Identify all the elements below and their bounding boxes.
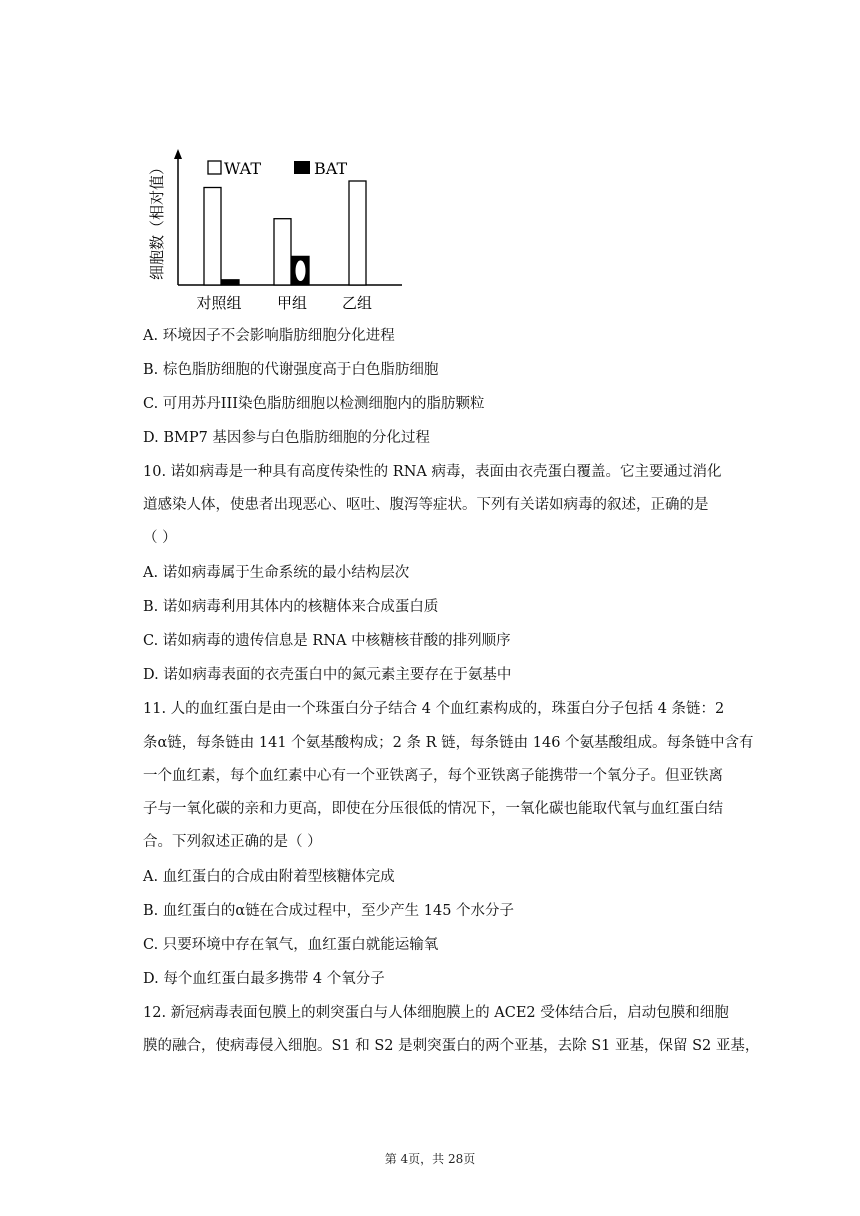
q10-option-c: C. 诺如病毒的遗传信息是 RNA 中核糖核苷酸的排列顺序 bbox=[143, 633, 511, 649]
legend-bat-swatch bbox=[294, 161, 310, 174]
q11-stem-line-5: 合。下列叙述正确的是（ ） bbox=[143, 834, 322, 850]
chart-y-axis-arrow bbox=[174, 149, 182, 159]
q9-option-a: A. 环境因子不会影响脂肪细胞分化进程 bbox=[143, 328, 395, 344]
q12-stem-line-1: 12. 新冠病毒表面包膜上的刺突蛋白与人体细胞膜上的 ACE2 受体结合后，启动包膜和细胞 bbox=[143, 1005, 729, 1021]
legend-wat-swatch bbox=[208, 161, 221, 174]
bar-bat-control bbox=[222, 280, 239, 285]
q10-option-b: B. 诺如病毒利用其体内的核糖体来合成蛋白质 bbox=[143, 599, 439, 615]
q11-stem-line-4: 子与一氧化碳的亲和力更高，即使在分压很低的情况下，一氧化碳也能取代氧与血红蛋白结 bbox=[143, 801, 723, 817]
legend-bat-label: BAT bbox=[314, 159, 348, 178]
q9-option-c: C. 可用苏丹III染色脂肪细胞以检测细胞内的脂肪颗粒 bbox=[143, 396, 485, 412]
x-tick-yi: 乙组 bbox=[341, 294, 373, 312]
q9-option-d: D. BMP7 基因参与白色脂肪细胞的分化过程 bbox=[143, 430, 430, 446]
bar-wat-yi bbox=[349, 181, 366, 285]
cell-count-bar-chart bbox=[140, 145, 410, 315]
q10-option-d: D. 诺如病毒表面的衣壳蛋白中的氮元素主要存在于氨基中 bbox=[143, 667, 512, 683]
q10-stem-line-1: 10. 诺如病毒是一种具有高度传染性的 RNA 病毒，表面由衣壳蛋白覆盖。它主要通过消化 bbox=[143, 464, 722, 480]
q11-option-a: A. 血红蛋白的合成由附着型核糖体完成 bbox=[143, 869, 395, 885]
bar-highlight-ellipse bbox=[296, 260, 306, 281]
bar-wat-jia bbox=[274, 219, 291, 285]
q10-option-a: A. 诺如病毒属于生命系统的最小结构层次 bbox=[143, 565, 410, 581]
bar-wat-control bbox=[204, 188, 221, 286]
x-tick-jia: 甲组 bbox=[276, 294, 308, 312]
q9-option-b: B. 棕色脂肪细胞的代谢强度高于白色脂肪细胞 bbox=[143, 362, 439, 378]
q11-option-b: B. 血红蛋白的α链在合成过程中，至少产生 145 个水分子 bbox=[143, 903, 515, 919]
chart-bars bbox=[204, 181, 366, 285]
x-tick-control: 对照组 bbox=[196, 294, 242, 312]
q10-stem-line-3: （ ） bbox=[143, 530, 177, 546]
q11-option-d: D. 每个血红蛋白最多携带 4 个氧分子 bbox=[143, 971, 385, 987]
q11-stem-line-1: 11. 人的血红蛋白是由一个珠蛋白分子结合 4 个血红素构成的，珠蛋白分子包括 4 条链：2 bbox=[143, 701, 725, 717]
legend-wat-label: WAT bbox=[224, 159, 261, 178]
page-footer: 第 4页，共 28页 bbox=[384, 1152, 476, 1166]
q11-stem-line-2: 条α链，每条链由 141 个氨基酸构成；2 条 R 链，每条链由 146 个氨基酸组成。每条链中含有 bbox=[143, 735, 754, 751]
chart-y-axis-label: 细胞数（相对值） bbox=[148, 159, 166, 280]
q11-stem-line-3: 一个血红素，每个血红素中心有一个亚铁离子，每个亚铁离子能携带一个氧分子。但亚铁离 bbox=[143, 768, 723, 784]
q10-stem-line-2: 道感染人体，使患者出现恶心、呕吐、腹泻等症状。下列有关诺如病毒的叙述，正确的是 bbox=[143, 497, 709, 513]
q12-stem-line-2: 膜的融合，使病毒侵入细胞。S1 和 S2 是刺突蛋白的两个亚基，去除 S1 亚基，保留 S2 亚基， bbox=[143, 1038, 760, 1054]
q11-option-c: C. 只要环境中存在氧气，血红蛋白就能运输氧 bbox=[143, 937, 439, 953]
